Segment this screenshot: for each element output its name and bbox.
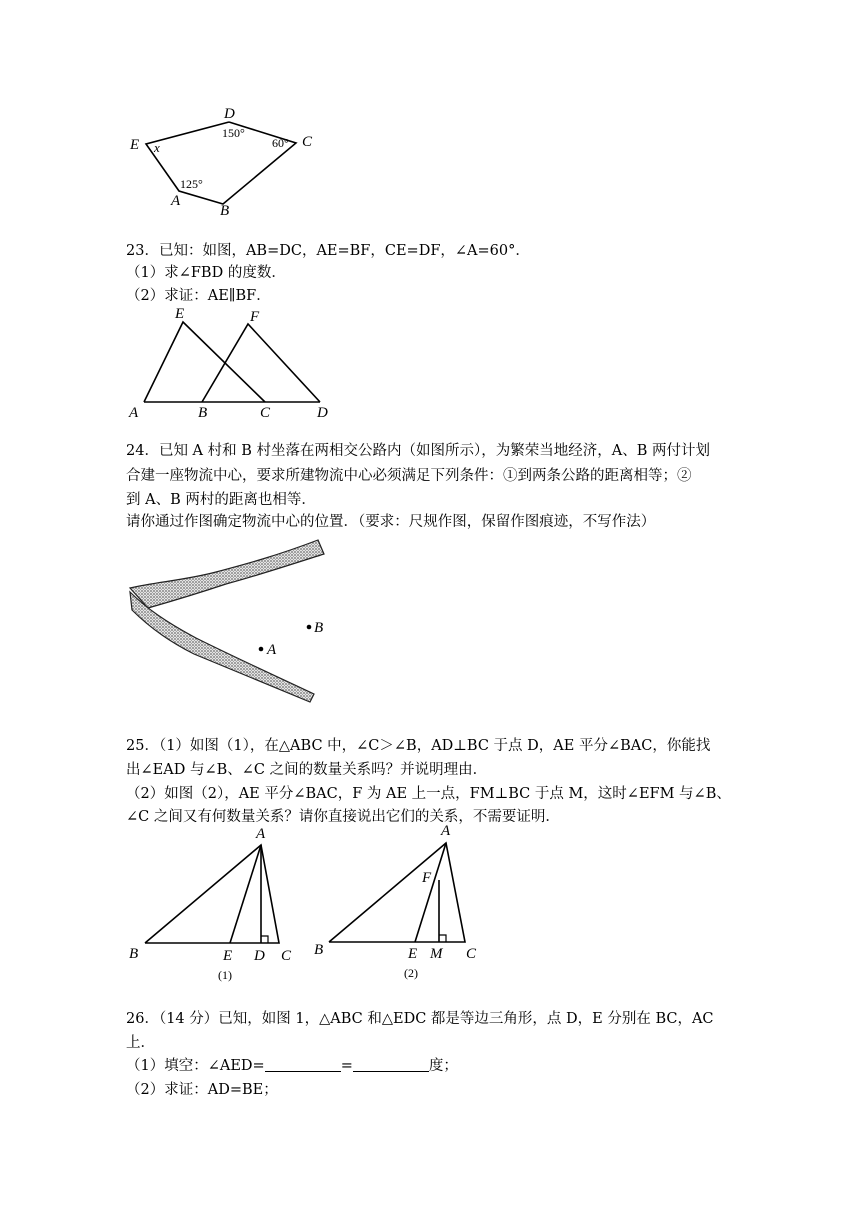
q24-statement-1: 24．已知 A 村和 B 村坐落在两相交公路内（如图所示），为繁荣当地经济，A、B 两付计划 [126, 443, 710, 459]
fill-prefix: （1）填空：∠AED= [126, 1058, 265, 1074]
right-angle-mark [261, 936, 268, 943]
label-a: A [171, 193, 181, 209]
label-b: B [198, 405, 208, 421]
label-d: D [254, 948, 265, 964]
lower-road [130, 592, 314, 702]
label-c: C [466, 946, 477, 962]
label-x: x [154, 140, 160, 155]
caption-2: (2) [404, 966, 418, 980]
triangle-abc [329, 843, 465, 942]
answer-blank-2[interactable] [353, 1057, 429, 1072]
q23-figure [126, 304, 346, 422]
bisector-ae [230, 845, 261, 943]
label-c: C [260, 405, 271, 421]
label-e: E [223, 948, 233, 964]
answer-blank-1[interactable] [265, 1057, 341, 1072]
label-d: D [317, 405, 328, 421]
roads-figure [126, 536, 336, 708]
label-c: C [281, 948, 292, 964]
q25-figure-1 [126, 822, 306, 987]
label-c: C [302, 134, 313, 150]
q24-statement-3: 到 A、B 两村的距离也相等． [126, 492, 316, 508]
pentagon-figure [126, 100, 326, 222]
q25-figure-2 [310, 820, 490, 985]
q23-part2: （2）求证：AE∥BF． [126, 288, 271, 304]
right-angle-mark [439, 935, 446, 942]
village-a-point [259, 647, 264, 652]
triangle-aec [144, 322, 265, 402]
q23-statement: 23．已知：如图，AB=DC，AE=BF，CE=DF，∠A=60°． [126, 243, 530, 259]
q26-statement-1: 26．（14 分）已知，如图 1，△ABC 和△EDC 都是等边三角形，点 D，E 分别在 BC，AC [126, 1011, 714, 1027]
label-m: M [430, 946, 443, 962]
triangle-bfd [202, 324, 320, 402]
angle-d: 150° [222, 126, 245, 140]
label-a: A [267, 642, 277, 658]
q26-statement-2: 上． [126, 1035, 155, 1051]
label-b: B [314, 620, 324, 636]
q23-part1: （1）求∠FBD 的度数． [126, 265, 286, 281]
q25-part1-line2: 出∠EAD 与∠B、∠C 之间的数量关系吗？并说明理由． [126, 762, 488, 778]
q26-part2: （2）求证：AD=BE； [126, 1082, 278, 1098]
label-d: D [224, 106, 235, 122]
q25-part2-line2: ∠C 之间又有何数量关系？请你直接说出它们的关系，不需要证明． [126, 809, 560, 825]
fill-suffix: 度； [428, 1058, 458, 1074]
q25-part1-line1: 25．（1）如图（1），在△ABC 中，∠C＞∠B，AD⊥BC 于点 D，AE 平分∠BAC，你能找 [126, 738, 711, 754]
q24-statement-4: 请你通过作图确定物流中心的位置．（要求：尺规作图，保留作图痕迹，不写作法） [126, 514, 656, 530]
label-f: F [250, 309, 260, 325]
label-b: B [129, 946, 139, 962]
q26-fill-blank [126, 1056, 458, 1076]
label-f: F [422, 870, 432, 886]
label-e: E [175, 306, 185, 322]
label-b: B [314, 942, 324, 958]
bisector-ae [415, 843, 446, 942]
triangle-abc [145, 845, 279, 943]
fill-equals: = [340, 1058, 353, 1074]
angle-c: 60° [272, 136, 289, 150]
q24-statement-2: 合建一座物流中心，要求所建物流中心必须满足下列条件：①到两条公路的距离相等；② [126, 468, 692, 484]
q25-part2-line1: （2）如图（2），AE 平分∠BAC，F 为 AE 上一点，FM⊥BC 于点 M，这时∠EFM 与∠B、 [126, 786, 731, 802]
village-b-point [307, 625, 312, 630]
label-a: A [256, 826, 266, 842]
label-a: A [441, 823, 451, 839]
label-b: B [220, 203, 230, 219]
caption-1: (1) [218, 968, 232, 982]
label-e: E [408, 946, 418, 962]
label-e: E [130, 137, 140, 153]
upper-road [130, 540, 324, 608]
pentagon-outline [146, 122, 296, 204]
angle-a: 125° [180, 177, 203, 191]
label-a: A [129, 405, 139, 421]
